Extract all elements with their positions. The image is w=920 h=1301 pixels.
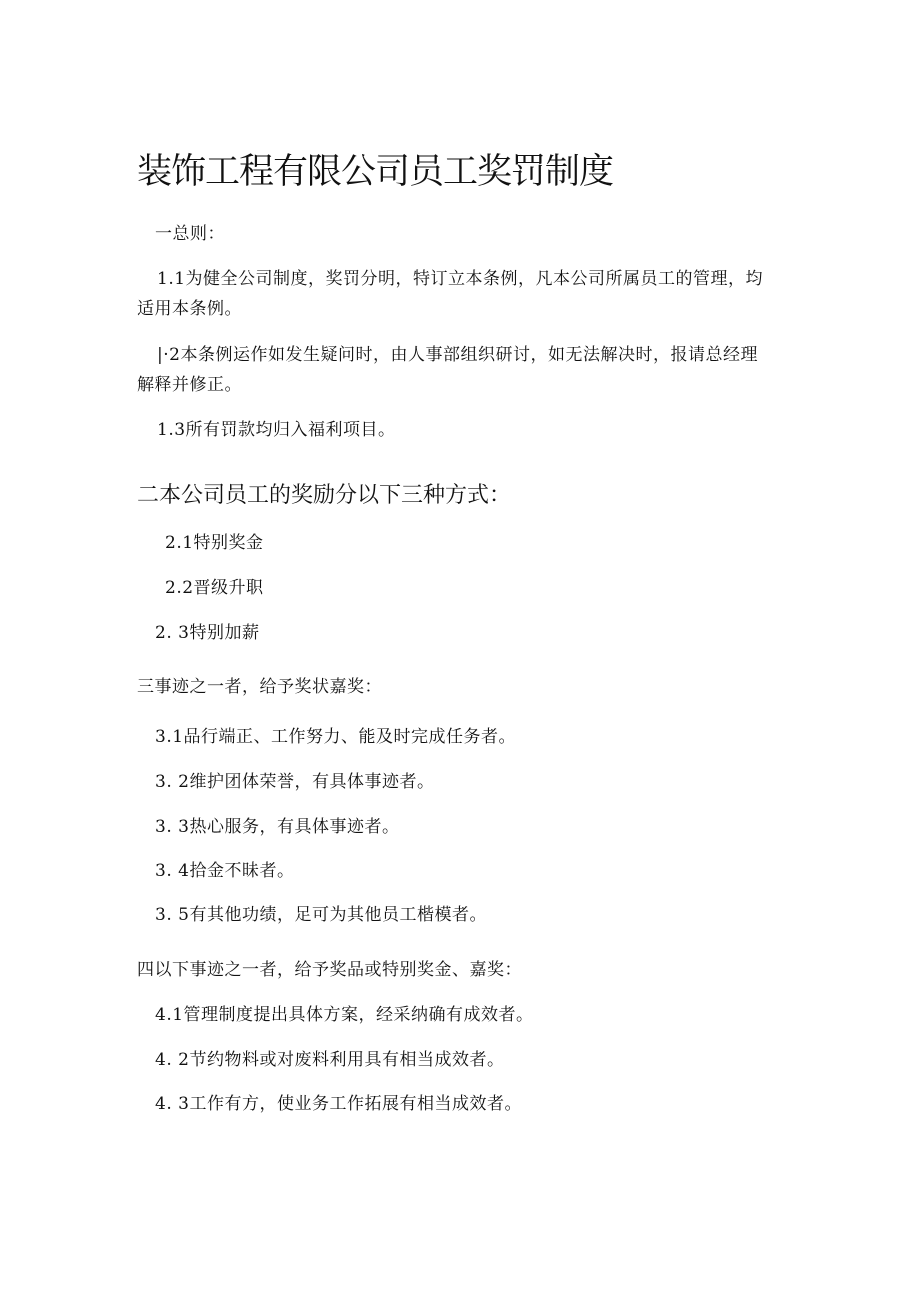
- section3-item: 3.1品行端正、工作努力、能及时完成任务者。: [155, 727, 517, 747]
- section3-item: 3. 5有其他功绩，足可为其他员工楷模者。: [155, 905, 487, 925]
- section2-item: 2. 3特别加薪: [155, 623, 260, 643]
- section2-item: 2.2晋级升职: [165, 578, 264, 598]
- section3-heading: 三事迹之一者，给予奖状嘉奖：: [137, 677, 382, 697]
- section1-item1-line1: 1.1为健全公司制度，奖罚分明，特订立本条例，凡本公司所属员工的管理，均: [157, 269, 764, 289]
- section4-heading: 四以下事迹之一者，给予奖品或特别奖金、嘉奖：: [137, 960, 522, 980]
- section2-heading: 二本公司员工的奖励分以下三种方式：: [137, 483, 512, 508]
- section3-item: 3. 4拾金不昧者。: [155, 861, 295, 881]
- section4-item: 4. 2节约物料或对废料利用具有相当成效者。: [155, 1050, 505, 1070]
- section1-item3: 1.3所有罚款均归入福利项目。: [157, 420, 396, 440]
- section3-item: 3. 3热心服务，有具体事迹者。: [155, 817, 400, 837]
- section1-item2-line1: |·2本条例运作如发生疑问时，由人事部组织研讨，如无法解决时，报请总经理: [157, 345, 758, 365]
- section1-item2-line2: 解释并修正。: [137, 375, 242, 395]
- section1-item1-line2: 适用本条例。: [137, 299, 242, 319]
- section4-item: 4.1管理制度提出具体方案，经采纳确有成效者。: [155, 1005, 534, 1025]
- section2-item: 2.1特别奖金: [165, 533, 264, 553]
- section3-item: 3. 2维护团体荣誉，有具体事迹者。: [155, 772, 435, 792]
- document-title: 装饰工程有限公司员工奖罚制度: [137, 152, 614, 192]
- section1-heading: 一总则：: [155, 224, 225, 244]
- section4-item: 4. 3工作有方，使业务工作拓展有相当成效者。: [155, 1094, 522, 1114]
